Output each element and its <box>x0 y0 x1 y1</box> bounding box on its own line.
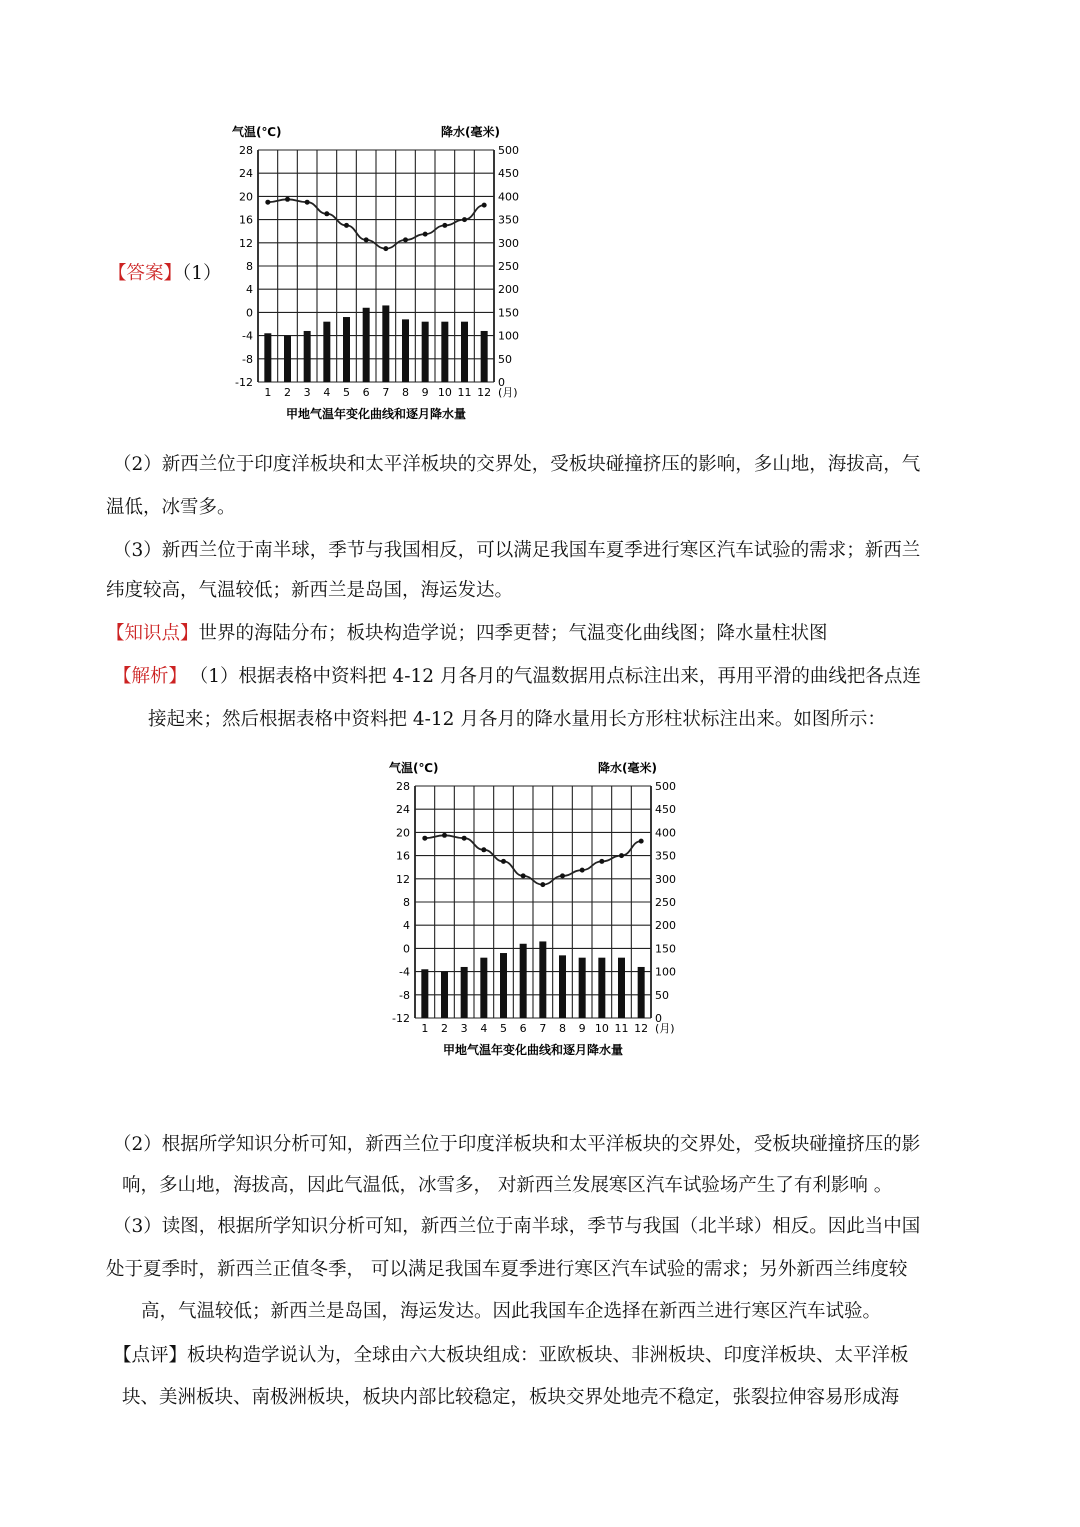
comment-line2: 块、美洲板块、南极洲板块，板块内部比较稳定，板块交界处地壳不稳定，张裂拉伸容易形成海 <box>122 1387 900 1408</box>
precip-bar <box>343 317 350 382</box>
temp-tick-label: 4 <box>403 919 410 933</box>
precip-tick-label: 250 <box>498 260 519 273</box>
temperature-point <box>265 200 270 205</box>
temperature-point <box>403 237 408 242</box>
y-axis-label-right: 降水(毫米) <box>441 125 500 139</box>
precip-tick-label: 400 <box>498 190 519 204</box>
precip-bar <box>304 331 311 382</box>
precip-bar <box>520 944 527 1018</box>
month-tick-label: 6 <box>519 1022 527 1035</box>
temperature-point <box>364 237 369 242</box>
month-tick-label: 4 <box>323 386 331 399</box>
climate-chart-1-svg <box>218 118 538 428</box>
temp-tick-label: 0 <box>246 306 253 320</box>
precip-bar <box>539 941 546 1018</box>
answer-label: 【答案】 <box>108 263 183 284</box>
precip-tick-label: 50 <box>498 352 512 366</box>
precip-bar <box>402 319 409 382</box>
month-tick-label: 12 <box>634 1022 649 1035</box>
precip-bar <box>382 305 389 382</box>
precip-bar <box>579 958 586 1018</box>
knowledge-label: 【知识点】 <box>106 623 199 644</box>
temperature-point <box>383 246 388 251</box>
precip-tick-label: 200 <box>498 283 519 297</box>
precip-bar <box>284 336 291 382</box>
climate-chart-2-svg <box>375 754 695 1064</box>
temperature-point <box>344 223 349 228</box>
month-tick-label: 8 <box>559 1022 566 1035</box>
comment-line1 <box>113 1344 909 1368</box>
analysis-p2-line1: （2）根据所学知识分析可知，新西兰位于印度洋板块和太平洋板块的交界处，受板块碰撞挤压的影 <box>113 1134 921 1155</box>
month-tick-label: 7 <box>382 386 390 399</box>
month-tick-label: 10 <box>437 386 452 399</box>
precip-bar <box>480 958 487 1018</box>
temperature-point <box>521 873 526 878</box>
answer-heading <box>108 262 222 286</box>
temp-tick-label: 12 <box>239 236 253 250</box>
precip-bar <box>638 967 645 1018</box>
temp-tick-label: -12 <box>235 376 253 389</box>
answer-part2-line2: 温低，冰雪多。 <box>106 497 236 518</box>
temp-tick-label: -12 <box>392 1012 410 1025</box>
x-axis-unit-label: (月) <box>655 1022 675 1035</box>
temperature-point <box>639 839 644 844</box>
month-tick-label: 6 <box>362 386 370 399</box>
analysis-p3-line2: 处于夏季时，新西兰正值冬季， 可以满足我国车夏季进行寒区汽车试验的需求；另外新西兰纬度较 <box>106 1259 908 1280</box>
precip-tick-label: 150 <box>655 942 676 956</box>
temperature-point <box>305 200 310 205</box>
month-tick-label: 3 <box>303 386 311 399</box>
knowledge-point <box>106 622 828 646</box>
precip-bar <box>421 969 428 1018</box>
precip-tick-label: 100 <box>498 329 519 343</box>
precip-bar <box>598 958 605 1018</box>
temp-tick-label: -4 <box>242 329 253 343</box>
y-axis-label-left: 气温(℃) <box>389 761 439 775</box>
temperature-point <box>501 859 506 864</box>
chart-title: 甲地气温年变化曲线和逐月降水量 <box>285 407 467 421</box>
month-tick-label: 11 <box>614 1022 629 1035</box>
precip-bar <box>422 322 429 382</box>
precip-tick-label: 0 <box>655 1012 662 1025</box>
precip-tick-label: 400 <box>655 826 676 840</box>
temperature-point <box>442 833 447 838</box>
precip-tick-label: 50 <box>655 988 669 1002</box>
precip-tick-label: 300 <box>498 236 519 250</box>
temp-tick-label: -8 <box>242 352 253 366</box>
temp-tick-label: 4 <box>246 283 253 297</box>
answer-part3-line2: 纬度较高，气温较低；新西兰是岛国，海运发达。 <box>106 580 514 601</box>
answer-part3-line1: （3）新西兰位于南半球，季节与我国相反，可以满足我国车夏季进行寒区汽车试验的需求；新西兰 <box>113 540 921 561</box>
month-tick-label: 4 <box>480 1022 488 1035</box>
temperature-point <box>462 217 467 222</box>
temperature-point <box>422 836 427 841</box>
precip-bar <box>363 308 370 382</box>
precip-tick-label: 450 <box>498 167 519 181</box>
comment-line1-text: 板块构造学说认为，全球由六大板块组成：亚欧板块、非洲板块、印度洋板块、太平洋板 <box>187 1345 909 1366</box>
month-tick-label: 5 <box>343 386 350 399</box>
temp-tick-label: 20 <box>239 190 253 204</box>
precip-tick-label: 300 <box>655 872 676 886</box>
month-tick-label: 7 <box>539 1022 547 1035</box>
temperature-point <box>540 882 545 887</box>
answer-part1-prefix: （1） <box>182 263 222 284</box>
climate-chart-1 <box>218 118 538 428</box>
analysis-label: 【解析】 <box>113 666 188 687</box>
month-tick-label: 9 <box>421 386 429 399</box>
temperature-point <box>462 836 467 841</box>
precip-bar <box>481 331 488 382</box>
month-tick-label: 3 <box>460 1022 468 1035</box>
chart-title: 甲地气温年变化曲线和逐月降水量 <box>442 1043 624 1057</box>
precip-tick-label: 350 <box>498 213 519 227</box>
precip-tick-label: 500 <box>655 780 676 793</box>
temp-tick-label: 0 <box>403 942 410 956</box>
knowledge-text: 世界的海陆分布；板块构造学说；四季更替；气温变化曲线图；降水量柱状图 <box>198 623 828 644</box>
temperature-point <box>481 847 486 852</box>
month-tick-label: 5 <box>500 1022 507 1035</box>
temp-tick-label: 16 <box>396 849 410 863</box>
temperature-point <box>285 197 290 202</box>
temp-tick-label: 28 <box>239 144 253 157</box>
month-tick-label: 9 <box>578 1022 586 1035</box>
month-tick-label: 8 <box>402 386 409 399</box>
analysis-p2-line2: 响，多山地，海拔高，因此气温低，冰雪多， 对新西兰发展寒区汽车试验场产生了有利影响 。 <box>122 1175 893 1196</box>
temp-tick-label: 12 <box>396 872 410 886</box>
y-axis-label-left: 气温(℃) <box>232 125 282 139</box>
precip-tick-label: 350 <box>655 849 676 863</box>
precip-bar <box>264 333 271 382</box>
climate-chart-2 <box>375 754 695 1064</box>
temperature-point <box>599 859 604 864</box>
precip-bar <box>618 958 625 1018</box>
month-tick-label: 1 <box>421 1022 429 1035</box>
temperature-point <box>423 232 428 237</box>
precip-bar <box>461 967 468 1018</box>
precip-tick-label: 150 <box>498 306 519 320</box>
temp-tick-label: 24 <box>396 803 410 817</box>
temperature-point <box>580 868 585 873</box>
month-tick-label: 12 <box>477 386 492 399</box>
precip-bar <box>441 972 448 1018</box>
analysis-p3-line3: 高，气温较低；新西兰是岛国，海运发达。因此我国车企选择在新西兰进行寒区汽车试验。 <box>141 1301 882 1322</box>
month-tick-label: 2 <box>284 386 291 399</box>
analysis-p3-line1: （3）读图，根据所学知识分析可知，新西兰位于南半球，季节与我国（北半球）相反。因此当中国 <box>113 1216 921 1237</box>
precip-bar <box>500 953 507 1018</box>
precip-tick-label: 500 <box>498 144 519 157</box>
analysis-line1 <box>113 665 921 689</box>
precip-tick-label: 0 <box>498 376 505 389</box>
temp-tick-label: 16 <box>239 213 253 227</box>
temp-tick-label: 24 <box>239 167 253 181</box>
temp-tick-label: 28 <box>396 780 410 793</box>
precip-bar <box>323 322 330 382</box>
month-tick-label: 1 <box>264 386 272 399</box>
precip-bar <box>441 322 448 382</box>
month-tick-label: 10 <box>594 1022 609 1035</box>
y-axis-label-right: 降水(毫米) <box>598 761 657 775</box>
precip-tick-label: 450 <box>655 803 676 817</box>
comment-label: 【点评】 <box>113 1345 188 1366</box>
temp-tick-label: 20 <box>396 826 410 840</box>
month-tick-label: 11 <box>457 386 472 399</box>
temp-tick-label: 8 <box>246 260 253 273</box>
precip-tick-label: 100 <box>655 965 676 979</box>
analysis-line2: 接起来；然后根据表格中资料把 4-12 月各月的降水量用长方形柱状标注出来。如图所示： <box>148 709 886 730</box>
analysis-line1-text: （1）根据表格中资料把 4-12 月各月的气温数据用点标注出来，再用平滑的曲线把各点连 <box>199 666 921 687</box>
answer-part2-line1: （2）新西兰位于印度洋板块和太平洋板块的交界处，受板块碰撞挤压的影响，多山地，海拔高，气 <box>113 454 921 475</box>
precip-bar <box>461 322 468 382</box>
temperature-point <box>442 223 447 228</box>
temp-tick-label: -4 <box>399 965 410 979</box>
precip-bar <box>559 955 566 1018</box>
temp-tick-label: -8 <box>399 988 410 1002</box>
x-axis-unit-label: (月) <box>498 386 518 399</box>
temperature-point <box>619 853 624 858</box>
precip-tick-label: 200 <box>655 919 676 933</box>
temperature-point <box>560 873 565 878</box>
temp-tick-label: 8 <box>403 896 410 909</box>
precip-tick-label: 250 <box>655 896 676 909</box>
temperature-point <box>324 211 329 216</box>
temperature-point <box>482 203 487 208</box>
month-tick-label: 2 <box>441 1022 448 1035</box>
